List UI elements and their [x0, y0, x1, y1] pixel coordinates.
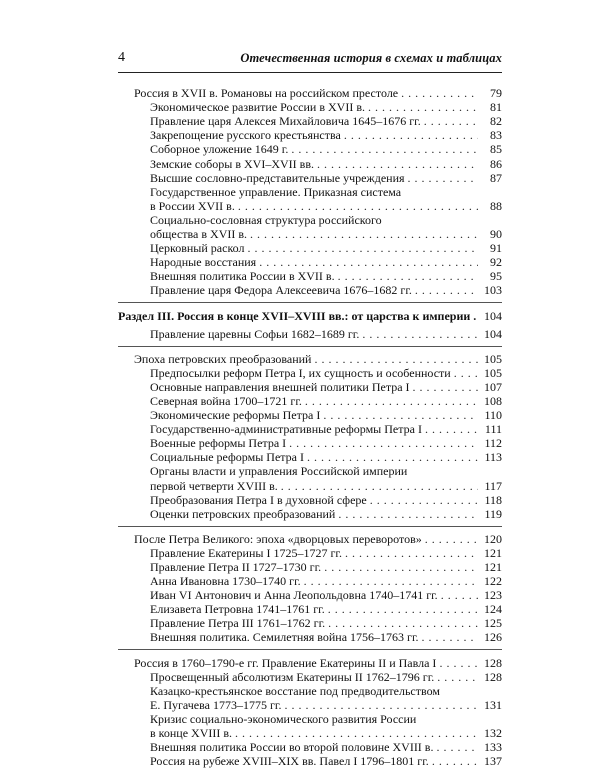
subsection-divider	[118, 649, 502, 650]
toc-entry[interactable]: Государственно-административные реформы Петра I . . . 111	[134, 422, 502, 436]
toc-entry-line2[interactable]: первой четверти XVIII в. . . . 117	[134, 478, 502, 492]
toc-entry[interactable]: Народные восстания . . . 92	[134, 255, 502, 269]
toc-entry-line2[interactable]: в России XVII в. . . . 88	[134, 199, 502, 213]
toc-entry[interactable]: Правление Екатерины I 1725–1727 гг. . . . 121	[134, 546, 502, 560]
toc-entry[interactable]: Иван VI Антонович и Анна Леопольдовна 1740–1741 гг. . . . 123	[134, 588, 502, 602]
toc-entry[interactable]: Правление царя Федора Алексеевича 1676–1682 гг. . . . 103	[134, 283, 502, 297]
subsection-divider	[118, 526, 502, 527]
toc-entry[interactable]: Внешняя политика России в XVII в. . . . 95	[134, 269, 502, 283]
toc-entry[interactable]: Социальные реформы Петра I . . . 113	[134, 450, 502, 464]
toc-entry[interactable]: Внешняя политика России во второй половине XVIII в. . . . 133	[134, 740, 502, 754]
toc-entry-line1[interactable]: Органы власти и управления Российской империи	[150, 464, 408, 479]
toc-entry[interactable]: Экономические реформы Петра I . . . 110	[134, 408, 502, 422]
toc-entry[interactable]: Анна Ивановна 1730–1740 гг. . . . 122	[134, 574, 502, 588]
subsection-divider	[118, 346, 502, 347]
toc-entry[interactable]: Просвещенный абсолютизм Екатерины II 1762–1796 гг. . . . 128	[134, 670, 502, 684]
toc-entry[interactable]: Основные направления внешней политики Петра I . . . 107	[134, 380, 502, 394]
toc-entry[interactable]: Россия на рубеже XVIII–XIX вв. Павел I 1796–1801 гг. . . . 137	[134, 754, 502, 768]
toc-entry[interactable]: Высшие сословно-представительные учреждения . . . 87	[134, 171, 502, 185]
section-heading[interactable]: Раздел III. Россия в конце XVII–XVIII вв.: от царства к империи . . . 104	[118, 308, 502, 322]
toc-entry[interactable]: Елизавета Петровна 1741–1761 гг. . . . 124	[134, 602, 502, 616]
toc-entry[interactable]: Оценки петровских преобразований . . . 119	[134, 507, 502, 521]
toc-entry[interactable]: Россия в XVII в. Романовы на российском престоле . . . 79	[134, 86, 502, 100]
toc-entry-line1[interactable]: Социально-сословная структура российского	[150, 212, 382, 227]
toc-entry[interactable]: Военные реформы Петра I . . . 112	[134, 436, 502, 450]
toc-entry[interactable]: Правление царевны Софьи 1682–1689 гг. . . . 104	[134, 327, 502, 341]
toc-entry[interactable]: Предпосылки реформ Петра I, их сущность и особенности . . . 105	[134, 366, 502, 380]
table-of-contents	[118, 86, 502, 768]
toc-entry-line1[interactable]: Государственное управление. Приказная система	[150, 184, 402, 199]
page-number: 4	[118, 50, 125, 65]
toc-entry[interactable]: Земские соборы в XVI–XVII вв. . . . 86	[134, 156, 502, 170]
toc-entry[interactable]: Эпоха петровских преобразований . . . 105	[134, 352, 502, 366]
leader-dots	[401, 86, 478, 100]
running-title: Отечественная история в схемах и таблицах	[240, 51, 502, 65]
toc-entry[interactable]: Россия в 1760–1790-е гг. Правление Екатерины II и Павла I . . . 128	[134, 655, 502, 669]
toc-entry-line1[interactable]: Казацко-крестьянское восстание под предводительством	[150, 683, 440, 698]
toc-entry[interactable]: Внешняя политика. Семилетняя война 1756–1763 гг. . . . 126	[134, 630, 502, 644]
toc-entry-line2[interactable]: общества в XVII в. . . . 90	[134, 227, 502, 241]
toc-entry[interactable]: Экономическое развитие России в XVII в. . . . 81	[134, 100, 502, 114]
section-divider	[118, 302, 502, 303]
toc-entry[interactable]: Правление царя Алексея Михайловича 1645–1676 гг. . . . 82	[134, 114, 502, 128]
toc-entry-line2[interactable]: в конце XVIII в. . . . 132	[134, 726, 502, 740]
page-header	[118, 50, 502, 70]
toc-entry-line2[interactable]: Е. Пугачева 1773–1775 гг. . . . 131	[134, 698, 502, 712]
toc-entry-line1[interactable]: Кризис социально-экономического развития России	[150, 711, 417, 726]
toc-entry[interactable]: Правление Петра II 1727–1730 гг. . . . 121	[134, 560, 502, 574]
toc-entry[interactable]: Преобразования Петра I в духовной сфере . . . 118	[134, 493, 502, 507]
header-rule	[118, 72, 502, 73]
toc-entry[interactable]: Соборное уложение 1649 г. . . . 85	[134, 142, 502, 156]
toc-entry[interactable]: Северная война 1700–1721 гг. . . . 108	[134, 394, 502, 408]
toc-entry[interactable]: Церковный раскол . . . 91	[134, 241, 502, 255]
toc-entry[interactable]: Правление Петра III 1761–1762 гг. . . . 125	[134, 616, 502, 630]
toc-entry[interactable]: Закрепощение русского крестьянства . . . 83	[134, 128, 502, 142]
toc-entry[interactable]: После Петра Великого: эпоха «дворцовых переворотов» . . . 120	[134, 532, 502, 546]
